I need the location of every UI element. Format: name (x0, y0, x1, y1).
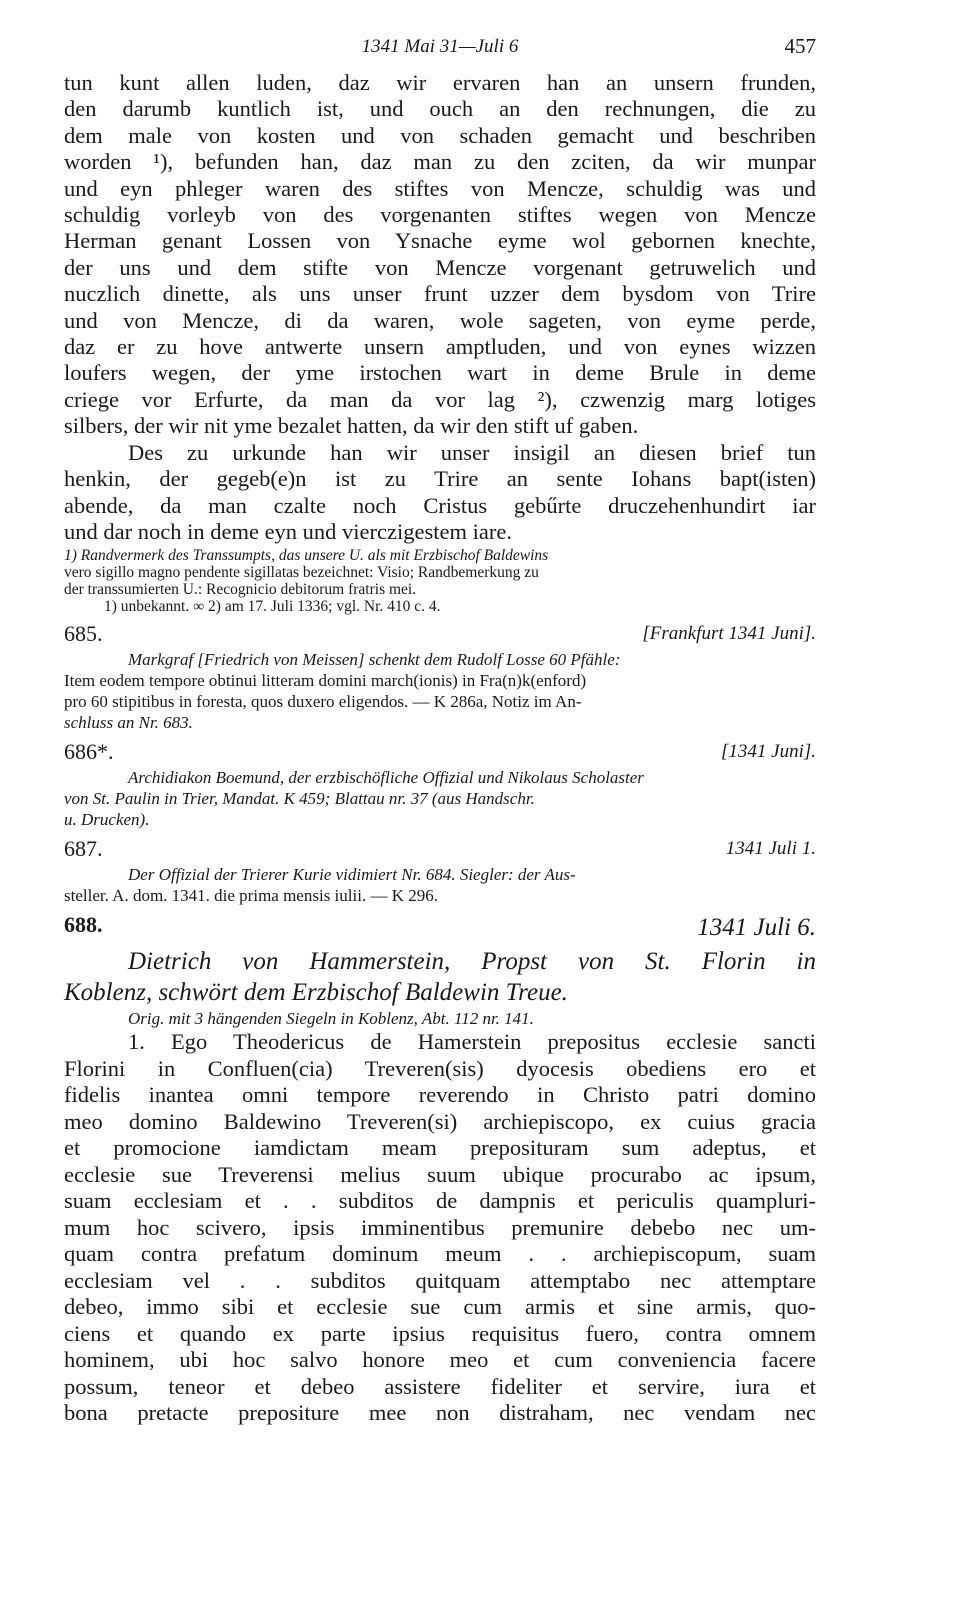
text-line: silbers, der wir nit yme bezalet hatten, da wir den stift uf gaben. (64, 413, 639, 439)
entry-number: 685. (64, 621, 103, 647)
page-number: 457 (784, 34, 816, 58)
text-line: fidelis inantea omni tempore reverendo in Christo patri domino (64, 1082, 816, 1108)
text-line: meo domino Baldewino Treveren(si) archiepiscopo, ex cuius gracia (64, 1108, 816, 1134)
text-line: worden ¹), befunden han, daz man zu den zciten, da wir munpar (64, 149, 816, 175)
entry-688-text (64, 1029, 816, 1427)
text-line: daz er zu hove antwerte unsern amptluden, und von eynes wizzen (64, 334, 816, 360)
text-line: debeo, immo sibi et ecclesie sue cum armis et sine armis, quo- (64, 1294, 816, 1320)
text-line: Florini in Confluen(cia) Treveren(sis) dyocesis obediens ero et (64, 1055, 816, 1081)
text-line: criege vor Erfurte, da man da vor lag ²), czwenzig marg lotiges (64, 386, 816, 412)
regest-line: von St. Paulin in Trier, Mandat. K 459; Blattau nr. 37 (aus Handschr. (64, 789, 535, 809)
text-line: Des zu urkunde han wir unser insigil an diesen brief tun (128, 439, 816, 465)
regest-line: Archidiakon Boemund, der erzbischöfliche Offizial und Nikolaus Scholaster (128, 768, 644, 788)
text-line: und eyn phleger waren des stiftes von Mencze, schuldig was und (64, 175, 816, 201)
entry-686-text (64, 767, 816, 830)
entry-date: [1341 Juni]. (721, 741, 816, 763)
text-line: quam contra prefatum dominum meum . . archiepiscopum, suam (64, 1241, 816, 1267)
text-line: und dar noch in deme eyn und vierczigestem iare. (64, 518, 512, 544)
text-line: possum, teneor et debeo assistere fideliter et servire, iura et (64, 1373, 816, 1399)
text-line: tun kunt allen luden, daz wir ervaren han an unsern frunden, (64, 70, 816, 95)
entry-688-regest (64, 946, 816, 1008)
page-header (64, 30, 816, 70)
regest-line: Dietrich von Hammerstein, Propst von St. Florin in (128, 948, 816, 976)
text-line: loufers wegen, der yme irstochen wart in deme Brule in deme (64, 360, 816, 386)
text-line: der uns und dem stifte von Mencze vorgenant getruwelich und (64, 254, 816, 280)
running-title: 1341 Mai 31—Juli 6 (361, 36, 519, 57)
text-line: dem male von kosten und von schaden gemacht und beschriben (64, 122, 816, 148)
text-line: 1. Ego Theodericus de Hamerstein prepositus ecclesie sancti (128, 1029, 816, 1055)
text-line: nuczlich dinette, als uns unser frunt uzzer dem bysdom von Trire (64, 281, 816, 307)
entry-687-text (64, 864, 816, 906)
text-line: mum hoc scivero, ipsis imminentibus premunire debebo nec um- (64, 1214, 816, 1240)
text-line: et promocione iamdictam meam preposituram sum adeptus, et (64, 1135, 816, 1161)
entry-686-header (64, 737, 816, 767)
entry-number: 686*. (64, 739, 114, 765)
text-line: pro 60 stipitibus in foresta, quos duxero eligendos. — K 286a, Notiz im An- (64, 692, 582, 712)
text-line: den darumb kuntlich ist, und ouch an den rechnungen, die zu (64, 96, 816, 122)
document-page (64, 30, 816, 1427)
text-line: steller. A. dom. 1341. die prima mensis iulii. — K 296. (64, 886, 438, 906)
text-line: ciens et quando ex parte ipsius requisitus fuero, contra omnem (64, 1320, 816, 1346)
entry-date: [Frankfurt 1341 Juni]. (642, 623, 816, 645)
text-line: ecclesie sue Treverensi melius suum ubique procurabo ac ipsum, (64, 1161, 816, 1187)
footnote-line: vero sigillo magno pendente sigillatas bezeichnet: Visio; Randbemerkung zu (64, 564, 539, 582)
footnote-line: 1) Randvermerk des Transsumpts, das unsere U. als mit Erzbischof Baldewins (64, 547, 549, 565)
text-line: ecclesiam vel . . subditos quitquam attemptabo nec attemptare (64, 1267, 816, 1293)
entry-688-header (64, 910, 816, 946)
text-line: henkin, der gegeb(e)n ist zu Trire an sente Iohans bapt(isten) (64, 466, 816, 492)
text-line: bona pretacte prepositure mee non distraham, nec vendam nec (64, 1400, 816, 1426)
entry-date: 1341 Juli 1. (725, 838, 816, 860)
text-line: suam ecclesiam et . . subditos de dampnis et periculis quamplurі- (64, 1188, 816, 1214)
entry-date: 1341 Juli 6. (697, 914, 816, 942)
entry-685-text (64, 649, 816, 733)
entry-number: 687. (64, 836, 103, 862)
text-line: und von Mencze, di da waren, wole sageten, von eyme perde, (64, 307, 816, 333)
text-line: Herman genant Lossen von Ysnache eyme wol gebornen knechte, (64, 228, 816, 254)
entry-number: 688. (64, 912, 103, 938)
footnote-line: 1) unbekannt. ∞ 2) am 17. Juli 1336; vgl. Nr. 410 c. 4. (104, 598, 441, 616)
text-line: hominem, ubi hoc salvo honore meo et cum conveniencia facere (64, 1347, 816, 1373)
source-note: Orig. mit 3 hängenden Siegeln in Koblenz, Abt. 112 nr. 141. (128, 1009, 534, 1029)
entry-685-header (64, 619, 816, 649)
footnotes (64, 547, 816, 615)
regest-line: u. Drucken). (64, 810, 150, 830)
regest-line: Markgraf [Friedrich von Meissen] schenkt dem Rudolf Losse 60 Pfähle: (128, 650, 621, 670)
regest-line: Koblenz, schwört dem Erzbischof Baldewin Treue. (64, 979, 568, 1007)
text-line: schluss an Nr. 683. (64, 713, 193, 733)
entry-687-header (64, 834, 816, 864)
text-line: Item eodem tempore obtinui litteram domini march(ionis) in Fra(n)k(enford) (64, 671, 587, 691)
text-line: abende, da man czalte noch Cristus gebűrte druczehenhundirt iar (64, 492, 816, 518)
footnote-line: der transsumierten U.: Recognicio debitorum fratris mei. (64, 581, 417, 599)
document-684-continuation (64, 70, 816, 545)
text-line: schuldig vorleyb von des vorgenanten stiftes wegen von Mencze (64, 202, 816, 228)
regest-line: Der Offizial der Trierer Kurie vidimiert Nr. 684. Siegler: der Aus- (128, 865, 576, 885)
